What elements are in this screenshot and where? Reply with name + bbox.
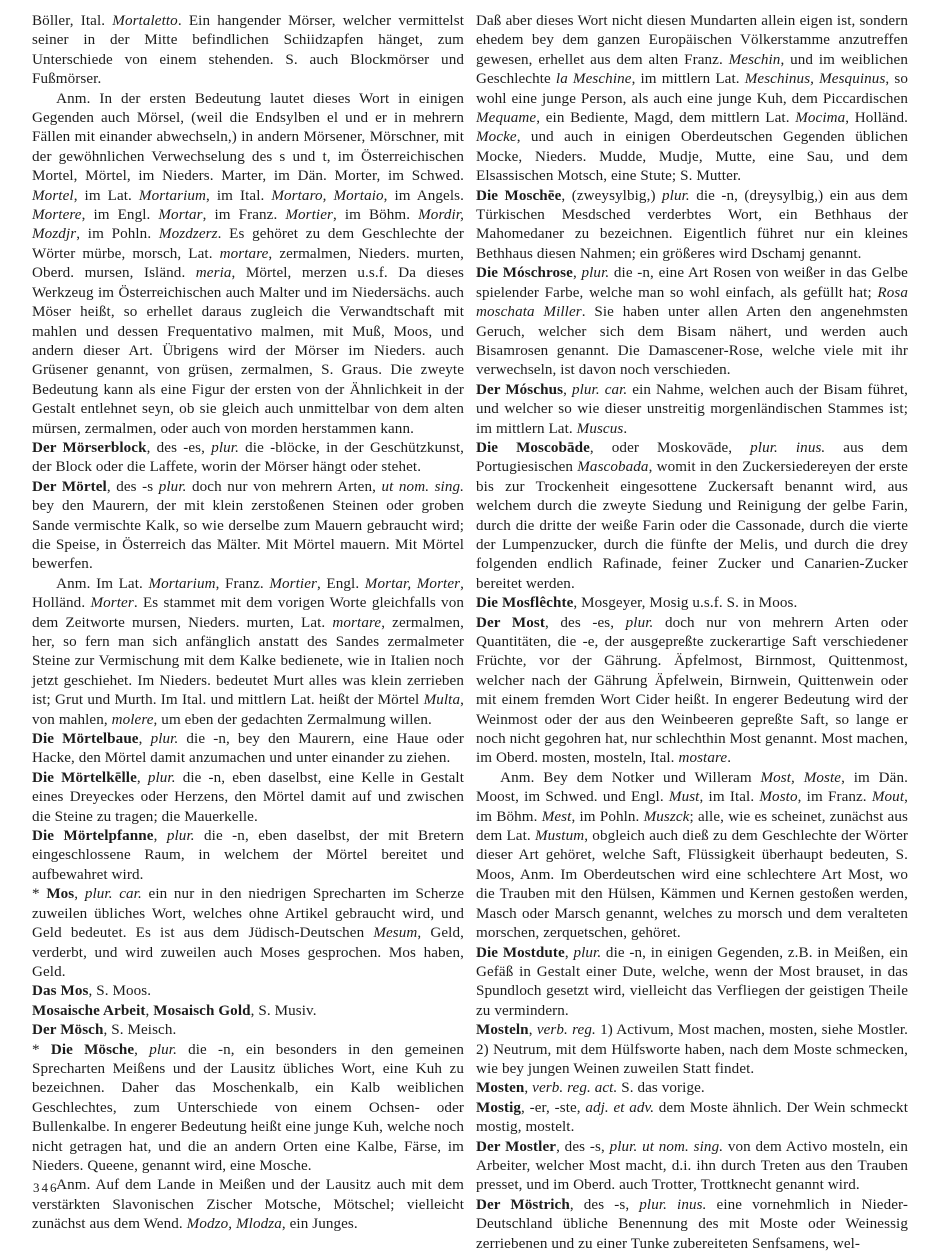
dictionary-paragraph [476, 1196, 908, 1254]
dictionary-paragraph [476, 769, 908, 944]
body-text: Anm. Bey dem Notker und Willeram [500, 769, 761, 786]
body-text: , S. Musiv. [250, 1002, 317, 1019]
foreign-term-text: Mortere [32, 207, 82, 224]
body-text: Anm. Auf dem Lande in Meißen und der Lausitz auch mit dem verstärkten Slavonischen Zischer Motsche, Mötschel; vielleicht zunächst aus dem Wend. [32, 1177, 464, 1233]
body-text: , Engl. [317, 575, 365, 592]
body-text: , [528, 1022, 537, 1039]
body-text: , im Dän. Moost, im Schwed. und Engl. [476, 769, 908, 806]
body-text: , im Franz. [797, 789, 872, 806]
body-text: , [74, 886, 85, 903]
headword-text: Die Mostdute [476, 944, 565, 961]
dictionary-paragraph [32, 885, 464, 982]
body-text: , Holländ. [845, 110, 908, 127]
foreign-term-text: Must [668, 789, 700, 806]
body-text: , des -s, [569, 1196, 640, 1213]
body-text: , S. Moos. [88, 983, 152, 1000]
body-text: Anm. Im Lat. [56, 575, 149, 592]
foreign-term-text: plur. [581, 265, 610, 282]
body-text: , Geld, verderbt, und wird zuweilen auch Moses gesprochen. Mos haben, Geld. [32, 925, 464, 980]
body-text: , Franz. [215, 575, 270, 592]
body-text: ; alle, wie es scheinet, zunächst aus dem Lat. [476, 808, 908, 845]
foreign-term-text: verb. reg. [536, 1022, 596, 1039]
body-text: , von mahlen, [32, 692, 464, 728]
foreign-term-text: Mortaletto [112, 13, 178, 29]
body-text: * [32, 886, 47, 903]
foreign-term-text: plur. [211, 439, 239, 456]
foreign-term-text: Muszck [643, 808, 690, 825]
foreign-term-text: Mortarium [148, 575, 216, 592]
foreign-term-text: Most, Moste [760, 769, 842, 786]
dictionary-paragraph [476, 1099, 908, 1138]
body-text: die -n, eine Art Rosen von weißer in das Gelbe spielender Farbe, welche man so wohl einfach, als gefüllt hat; [476, 265, 908, 301]
left-column [32, 12, 464, 1254]
body-text: , Mörtel, merzen u.s.f. Da dieses Werkzeug im Österreichischen auch Malter und im Niedersächs. auch Möser heißt, so erhellet daraus zugleich die Verwandtschaft mit mahlen und dessen Frequentativo malmen, mit Muß, Moos, und andern dieser Art. Übrigens wird der Mörser im Nieders. auch Grüsener genannt, von grüsen, zermalmen, S. Graus. Die zweyte Bedeutung kann als eine Figur der ersten von der Ähnlichkeit in der Gestalt entlehnet seyn, ob sie gleich auch unmittelbar von dem alten mürsen, zermalmen, oder auch von morden herstammen kann. [32, 265, 464, 437]
body-text: . [727, 750, 732, 767]
body-text: ein nur in den niedrigen Sprecharten im Scherze zuweilen übliches Wort, welches ohne Artikel gebraucht wird, und Geld bedeutet. Es ist aus dem Jüdisch-Deutschen [32, 886, 464, 942]
foreign-term-text: ut nom. sing. [381, 478, 465, 495]
body-text: , und auch in einigen Oberdeutschen Gegenden üblichen Mocke, Nieders. Mudde, Mudje, Mutte, eine Sau, und dem Elsassischen Motsch, eine Stute; S. Mutter. [476, 129, 908, 185]
body-text: , so wohl eine junge Person, als auch eine junge Kuh, dem Piccardischen [476, 71, 908, 107]
dictionary-paragraph [32, 1002, 464, 1021]
body-text: , obgleich auch dieß zu dem Geschlechte der Wörter dieser Art gehöret, welche Saft, Flüssigkeit überhaupt bedeuten, S. Moos, Anm. Im Oberdeutschen wird eine schlechtere Art Most, wo die Trauben mit den Hülsen, Kämmen und Kernen gestoßen werden, Masch oder Marsch genannt, welches zu morsch und dem veralteten morschen, zerquetschen, gehöret. [476, 828, 908, 942]
body-text: , des -es, [544, 614, 626, 631]
body-text: , im Böhm. [476, 789, 908, 825]
body-text: die -n, in einigen Gegenden, z.B. in Meißen, ein Gefäß in Gestalt einer Dute, welche, wenn der Most brauset, in das Spundloch gesetzt wird, vielleicht das Verfliegen der geistigen Theile zu vermindern. [476, 944, 908, 1019]
body-text: , und im weiblichen Geschlechte [476, 51, 908, 88]
body-text: . Sie haben unter allen Arten den angenehmsten Geruch, welcher sich dem Bisam nähert, und werden auch Bisamrosen genannt. Die Damascener-Rose, welche viele mit ihr verwechseln, ist davon noch verschieden. [476, 304, 908, 379]
body-text: die -n, (dreysylbig,) ein aus dem Türkischen Mesdsched verderbtes Wort, ein Bethhaus der Mahomedaner zu bezeichnen. Eigentlich führet nur ein kleines Bethhaus diesen Nahmen; ein größeres wird Dschamj genannt. [476, 187, 909, 262]
body-text: . [623, 420, 628, 437]
foreign-term-text: Mustum [534, 828, 585, 845]
body-text: , im Pohln. [76, 226, 159, 243]
body-text: aus dem Portugiesischen [476, 439, 908, 476]
body-text: , zermalmen, her, so fern man sich anfänglich anstatt des Sandes zermalmeter Steine zur Vermischung mit dem Kalke bedienete, wie in Italien noch jetzt geschiehet. Im Nieders. bedeutet Murt alles was klein zerrieben ist; Grut und Murth. Im Ital. und mittlern Lat. heißt der Mörtel [32, 614, 464, 709]
body-text: , des -es, [146, 439, 212, 456]
body-text: die -n, eben daselbst, der mit Bretern eingeschlossene Raum, in welchem der Mörtel bereitet und aufbewahret wird. [32, 828, 464, 883]
foreign-term-text: plur. car. [84, 886, 142, 903]
body-text: , [145, 1002, 154, 1019]
body-text: , [153, 828, 167, 845]
headword-text: Die Moscobāde [476, 439, 590, 456]
dictionary-paragraph [32, 90, 464, 439]
body-text: , S. Meisch. [103, 1022, 177, 1039]
foreign-term-text: verb. reg. act. [532, 1080, 618, 1097]
body-text: die -n, ein besonders in den gemeinen Sprecharten Meißens und der Lausitz übliches Wort, eine Kuh zu bezeichnen. Daher das Moschenkalb, ein Kalb weiblichen Geschlechtes, zum Unterschiede von einem Ochsen- oder Bullenkalbe. In engerer Bedeutung heißt eine junge Kuh, welche noch nicht getragen hat, und die an andern Orten eine Kalbe, Färse, im Nieders. Queene, genannt wird, eine Mosche. [32, 1041, 464, 1174]
foreign-term-text: adj. et adv. [585, 1099, 655, 1116]
dictionary-paragraph [476, 1021, 908, 1079]
dictionary-paragraph [476, 187, 908, 265]
body-text: die -n, eben daselbst, eine Kelle in Gestalt eines Dreyeckes oder Herzens, den Mörtel damit auf und zwischen die Steine zu tragen; die Mauerkelle. [32, 769, 464, 825]
body-text: , ein Junges. [281, 1216, 358, 1233]
foreign-term-text: Mortaro, Mortaio [271, 187, 384, 204]
headword-text: Der Mösch [32, 1022, 104, 1039]
body-text: Böller, Ital. [32, 13, 113, 29]
dictionary-paragraph [476, 264, 908, 380]
foreign-term-text: Mocke [476, 129, 517, 146]
body-text: doch nur von mehrern Arten oder Quantitäten, die -e, der ausgepreßte zuckerartige Saft verschiedener Früchte, vor der Gährung. Äpfelmost, Birnmost, Quittenmost, welcher nach der Gährung Äpfelwein, Birnwein, Quittenwein oder mit einem fremden Wort Cider heißt. In engerer Bedeutung wird der Weinmost oder der aus den Weinbeeren gepreßte Saft, so lange er noch nicht gegohren hat, nur schlechthin Most genannt. Most machen, im Oberd. mosten, mosteln, Ital. [476, 614, 908, 767]
headword-text: Die Mösche [50, 1041, 135, 1058]
body-text: , [563, 381, 572, 398]
headword-text: Die Móschrose [476, 265, 573, 282]
body-text: , [136, 769, 148, 786]
dictionary-paragraph [32, 827, 464, 885]
body-text: Anm. In der ersten Bedeutung lautet dieses Wort in einigen Gegenden auch Mörsel, (weil die Endsylben el und er in mehrern Fällen mit einander abwechseln,) in andern Mörsener, Mörschner, mit der gewöhnlichen Verwechselung des s und t, im Österreichischen Mortel, Mörtel, im Nieders. Marter, im Dän. Morter, im Schwed. [32, 90, 464, 185]
foreign-term-text: Mequame [476, 110, 537, 127]
body-text: , [524, 1080, 533, 1097]
foreign-term-text: mostare [678, 750, 728, 767]
foreign-term-text: Mortier [269, 575, 317, 592]
foreign-term-text: plur. inus. [750, 439, 826, 456]
foreign-term-text: Mortarium [138, 187, 207, 204]
body-text: , zermalmen, Nieders. murten, Oberd. mursen, Isländ. [32, 245, 464, 282]
body-text: , [134, 1041, 150, 1058]
headword-text: Mos [46, 886, 75, 903]
dictionary-paragraph [476, 944, 908, 1022]
foreign-term-text: plur. [662, 187, 690, 204]
headword-text: Die Mosflêchte [476, 595, 574, 612]
dictionary-page [32, 12, 908, 1254]
body-text: , Holländ. [32, 575, 464, 612]
foreign-term-text: Mortar [158, 207, 203, 224]
body-text: , [564, 944, 574, 961]
headword-text: Der Mostler [476, 1138, 557, 1155]
headword-text: Der Mörtel [32, 478, 107, 495]
right-column [476, 12, 908, 1254]
dictionary-paragraph [32, 575, 464, 730]
body-text: , [138, 731, 151, 748]
dictionary-paragraph [32, 439, 464, 478]
foreign-term-text: plur. [147, 769, 176, 786]
body-text: , im Franz. [202, 207, 286, 224]
body-text: , -er, -ste, [521, 1099, 586, 1116]
body-text: . Ein hangender Mörser, welcher vermittelst seiner in der Mitte befindlichen Schiidzapfen hänget, zum Unterschiede von einem stehenden. S. auch Blockmörser und Fußmörser. [32, 13, 464, 88]
foreign-term-text: Mortel [32, 187, 74, 204]
body-text: dem Moste ähnlich. Der Wein schmeckt mostig, mostelt. [476, 1099, 908, 1136]
foreign-term-text: Multa [423, 692, 461, 709]
headword-text: Die Moschēe [476, 187, 562, 204]
body-text: bey den Maurern, der mit klein zerstoßenen Steinen oder groben Sande vermischte Kalk, so wie derselbe zum Mauern gebraucht wird; die Speise, in Österreich das Mälter. Mit Mörtel mauern. Mit Mörtel bewerfen. [32, 498, 464, 573]
headword-text: Mosten [476, 1080, 525, 1097]
foreign-term-text: meria [195, 265, 232, 282]
foreign-term-text: la Meschine [555, 71, 632, 88]
foreign-term-text: Morter [90, 595, 134, 612]
foreign-term-text: Mocima [795, 110, 846, 127]
body-text: , im Ital. [206, 187, 272, 204]
body-text: , (zweysylbig,) [561, 187, 662, 204]
body-text: , um eben der gedachten Zermalmung willen. [153, 711, 432, 728]
foreign-term-text: plur. inus. [639, 1196, 707, 1213]
body-text: Daß aber dieses Wort nicht diesen Mundarten allein eigen ist, sondern ehedem bey dem ganzen Europäischen Völkerstamme anzutreffen gewesen, erhellet aus dem alten Franz. [476, 13, 908, 68]
foreign-term-text: Mortier [285, 207, 333, 224]
dictionary-paragraph [476, 381, 908, 439]
headword-text: Die Mörtelbaue [32, 731, 139, 748]
dictionary-paragraph [32, 982, 464, 1001]
foreign-term-text: Mozdzerz [158, 226, 218, 243]
body-text: , im Pohln. [571, 808, 644, 825]
dictionary-paragraph [32, 1021, 464, 1040]
foreign-term-text: Mascobada [577, 459, 649, 476]
body-text: , womit in den Zuckersiedereyen der erste bis zur Trockenheit eingesottene Zuckersaft benannt wird, aus welchem durch die zweyte Siedung und Reinigung der gelbe Farin, durch die dritte der weiße Farin oder die Cassonade, durch die vierte der Lumpenzucker, durch die fünfte der Melis, und durch die drey folgenden endlich Rafinade, feiner Zucker und Canarien-Zucker bereitet werden. [476, 459, 908, 592]
foreign-term-text: Meschinus, Mesquinus [744, 71, 886, 88]
dictionary-paragraph [32, 1176, 464, 1234]
body-text: . Es stammet mit dem vorigen Worte gleichfalls von dem Zeitworte mursen, Nieders. murten, Lat. [32, 595, 464, 631]
foreign-term-text: mortare [219, 245, 269, 262]
dictionary-paragraph [476, 1138, 908, 1196]
foreign-term-text: molere [111, 711, 154, 728]
body-text: 1) Activum, Most machen, mosten, siehe Mostler. 2) Neutrum, mit dem Hülfsworte haben, nach dem Moste schmecken, wie bey jungen Weinen zuweilen Statt findet. [476, 1022, 909, 1077]
foreign-term-text: Modzo, Mlodza [186, 1216, 282, 1233]
headword-text: Der Mörserblock [32, 439, 147, 456]
foreign-term-text: Mosto [759, 789, 798, 806]
headword-text: Mostig [476, 1099, 522, 1116]
foreign-term-text: plur. [573, 944, 602, 961]
dictionary-paragraph [32, 1041, 464, 1177]
foreign-term-text: plur. ut nom. sing. [609, 1138, 724, 1155]
body-text: ein Nahme, welchen auch der Bisam führet, und welcher so wie dieser unstreitig morgenländischen Stammes ist; im mittlern Lat. [476, 381, 908, 437]
dictionary-paragraph [32, 478, 464, 575]
body-text: , des -s [106, 478, 159, 495]
foreign-term-text: plur. [166, 828, 195, 845]
dictionary-paragraph [476, 439, 908, 594]
body-text: , ein Bediente, Magd, dem mittlern Lat. [536, 110, 796, 127]
body-text: , oder Moskovāde, [589, 439, 751, 456]
foreign-term-text: plur. car. [571, 381, 628, 398]
body-text: * [32, 1041, 51, 1058]
foreign-term-text: Muscus [576, 420, 624, 437]
body-text: , Mosgeyer, Mosig u.s.f. S. in Moos. [573, 595, 798, 612]
body-text: , [572, 265, 582, 282]
body-text: , im Lat. [73, 187, 139, 204]
body-text: , im mittlern Lat. [631, 71, 745, 88]
body-text: , im Angels. [383, 187, 464, 204]
page-number: 346 [33, 1180, 59, 1195]
headword-text: Mosaische Arbeit [32, 1002, 146, 1019]
dictionary-paragraph [32, 769, 464, 827]
headword-text: Mosteln [476, 1022, 529, 1039]
foreign-term-text: Mesum [373, 925, 418, 942]
headword-text: Die Mörtelpfanne [32, 828, 154, 845]
foreign-term-text: Mordir, Mozdjr [32, 207, 464, 243]
headword-text: Der Móschus [476, 381, 564, 398]
foreign-term-text: plur. [625, 614, 654, 631]
foreign-term-text: mortare [332, 614, 382, 631]
body-text: , im Böhm. [332, 207, 419, 224]
dictionary-paragraph [476, 12, 908, 187]
body-text: . Es gehöret zu dem Geschlechte der Wörter mürbe, morsch, Lat. [32, 226, 464, 262]
foreign-term-text: Rosa moschata Miller [476, 284, 908, 321]
body-text: , im Ital. [699, 789, 760, 806]
dictionary-paragraph [32, 12, 464, 90]
foreign-term-text: plur. [158, 478, 187, 495]
dictionary-paragraph [476, 1079, 908, 1098]
body-text: die -n, bey den Maurern, eine Haue oder Hacke, den Mörtel damit anzumachen und unter einander zu ziehen. [32, 731, 464, 767]
foreign-term-text: plur. [149, 1041, 177, 1058]
headword-text: Mosaisch Gold [153, 1002, 251, 1019]
body-text: , des -s, [556, 1138, 610, 1155]
foreign-term-text: Mout [871, 789, 905, 806]
headword-text: Der Möstrich [476, 1196, 570, 1213]
foreign-term-text: Mest [541, 808, 572, 825]
body-text: , im Engl. [81, 207, 159, 224]
body-text: die -blöcke, in der Geschützkunst, der Block oder die Laffete, worin der Mörser hängt oder stehet. [32, 439, 465, 476]
body-text: doch nur von mehrern Arten, [186, 478, 382, 495]
dictionary-paragraph [32, 730, 464, 769]
dictionary-paragraph [476, 594, 908, 613]
headword-text: Das Mos [32, 983, 89, 1000]
foreign-term-text: Meschin [728, 51, 781, 68]
headword-text: Der Most [476, 614, 545, 631]
foreign-term-text: plur. [150, 731, 179, 748]
body-text: S. das vorige. [617, 1080, 705, 1097]
body-text: von dem Activo mosteln, ein Arbeiter, welcher Most macht, d.i. ihn durch Treten aus den Trauben presset, und im Oberd. auch Trotter, Trottknecht genannt wird. [476, 1138, 908, 1194]
foreign-term-text: Mortar, Morter [364, 575, 461, 592]
dictionary-paragraph [476, 614, 908, 769]
headword-text: Die Mörtelkēlle [32, 769, 137, 786]
body-text: eine vornehmlich in Nieder-Deutschland übliche Benennung des mit Moste oder Weinessig zerriebenen und zu einer Tunke zubereiteten Senfsamens, wel- [476, 1196, 908, 1252]
